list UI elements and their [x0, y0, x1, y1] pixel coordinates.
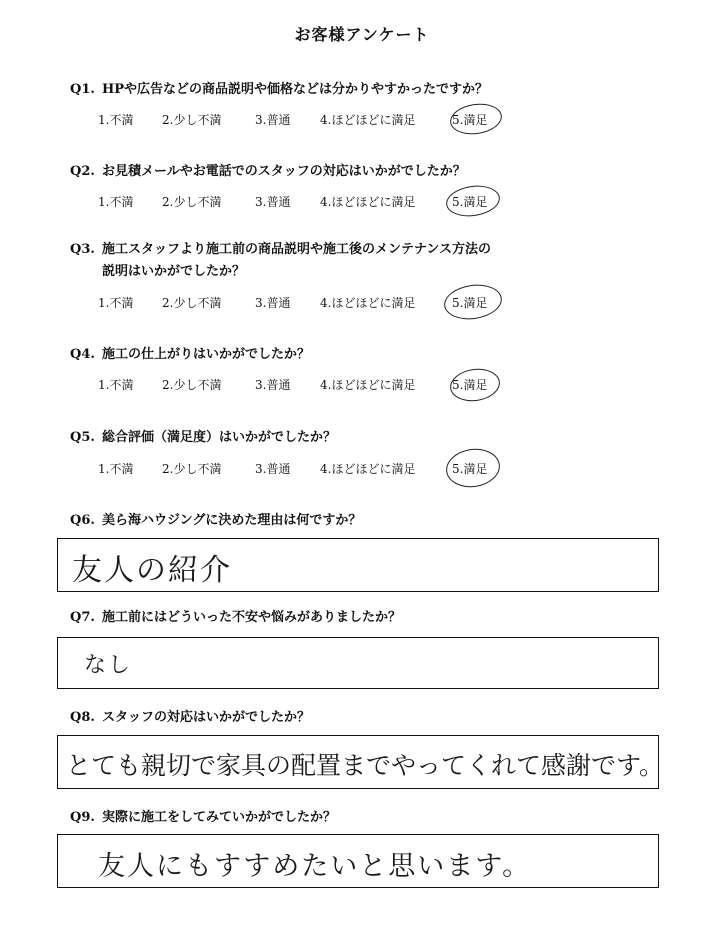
question-number: Q9. [70, 810, 95, 825]
option-3[interactable]: 3.普通 [255, 113, 291, 127]
question-text: 施工スタッフより施工前の商品説明や施工後のメンテナンス方法の [102, 242, 491, 257]
question-number: Q1. [70, 82, 95, 97]
option-5-selected[interactable]: 5.満足 [452, 195, 488, 209]
option-1[interactable]: 1.不満 [98, 113, 134, 127]
question-number: Q4. [70, 347, 95, 362]
option-3[interactable]: 3.普通 [255, 195, 291, 209]
option-5-selected[interactable]: 5.満足 [452, 462, 488, 476]
question-number: Q7. [70, 610, 95, 625]
question-5 [70, 426, 336, 445]
handwritten-answer: なし [84, 653, 133, 678]
option-5-selected[interactable]: 5.満足 [452, 113, 488, 127]
question-text: 美ら海ハウジングに決めた理由は何ですか？ [102, 513, 362, 528]
answer-box-q9[interactable] [57, 834, 659, 888]
question-text: スタッフの対応はいかがでしたか？ [102, 710, 311, 725]
question-1 [70, 78, 488, 97]
question-number: Q5. [70, 430, 95, 445]
answer-box-q8[interactable] [57, 735, 665, 789]
selection-circle [448, 366, 502, 405]
option-2[interactable]: 2.少し不満 [162, 296, 222, 310]
option-4[interactable]: 4.ほどほどに満足 [320, 378, 416, 392]
question-text-line2: 説明はいかがでしたか？ [102, 264, 246, 279]
question-number: Q8. [70, 710, 95, 725]
answer-box-q6[interactable] [57, 538, 659, 592]
question-text: 施工前にはどういった不安や悩みがありましたか？ [102, 610, 402, 625]
option-2[interactable]: 2.少し不満 [162, 462, 222, 476]
question-3 [70, 242, 491, 280]
option-2[interactable]: 2.少し不満 [162, 195, 222, 209]
question-text: 総合評価（満足度）はいかがでしたか？ [102, 430, 337, 445]
question-text: 施工の仕上がりはいかがでしたか？ [102, 347, 311, 362]
option-3[interactable]: 3.普通 [255, 296, 291, 310]
question-9 [70, 806, 336, 825]
option-5-selected[interactable]: 5.満足 [452, 296, 488, 310]
option-5-selected[interactable]: 5.満足 [452, 378, 488, 392]
option-1[interactable]: 1.不満 [98, 195, 134, 209]
option-3[interactable]: 3.普通 [255, 462, 291, 476]
question-text: 実際に施工をしてみていかがでしたか？ [102, 810, 337, 825]
question-2 [70, 160, 466, 179]
option-2[interactable]: 2.少し不満 [162, 113, 222, 127]
handwritten-answer: 友人にもすすめたいと思います。 [98, 851, 532, 882]
question-4 [70, 343, 310, 362]
option-4[interactable]: 4.ほどほどに満足 [320, 195, 416, 209]
option-1[interactable]: 1.不満 [98, 462, 134, 476]
selection-circle [442, 281, 504, 323]
question-number: Q3. [70, 242, 95, 257]
answer-box-q7[interactable] [57, 637, 659, 689]
question-text: HPや広告などの商品説明や価格などは分かりやすかったですか？ [102, 82, 489, 97]
page-title: お客様アンケート [294, 25, 430, 44]
option-1[interactable]: 1.不満 [98, 296, 134, 310]
question-6 [70, 509, 361, 528]
option-1[interactable]: 1.不満 [98, 378, 134, 392]
option-4[interactable]: 4.ほどほどに満足 [320, 113, 416, 127]
option-3[interactable]: 3.普通 [255, 378, 291, 392]
handwritten-answer: とても親切で家具の配置までやってくれて感謝です。 [66, 751, 665, 780]
option-2[interactable]: 2.少し不満 [162, 378, 222, 392]
question-8 [70, 706, 310, 725]
question-text: お見積メールやお電話でのスタッフの対応はいかがでしたか？ [102, 164, 466, 179]
question-number: Q6. [70, 513, 95, 528]
option-4[interactable]: 4.ほどほどに満足 [320, 296, 416, 310]
selection-circle [444, 182, 502, 219]
selection-circle [444, 445, 503, 490]
handwritten-answer: 友人の紹介 [72, 553, 232, 588]
selection-circle [448, 101, 504, 138]
option-4[interactable]: 4.ほどほどに満足 [320, 462, 416, 476]
question-number: Q2. [70, 164, 95, 179]
question-7 [70, 606, 401, 625]
